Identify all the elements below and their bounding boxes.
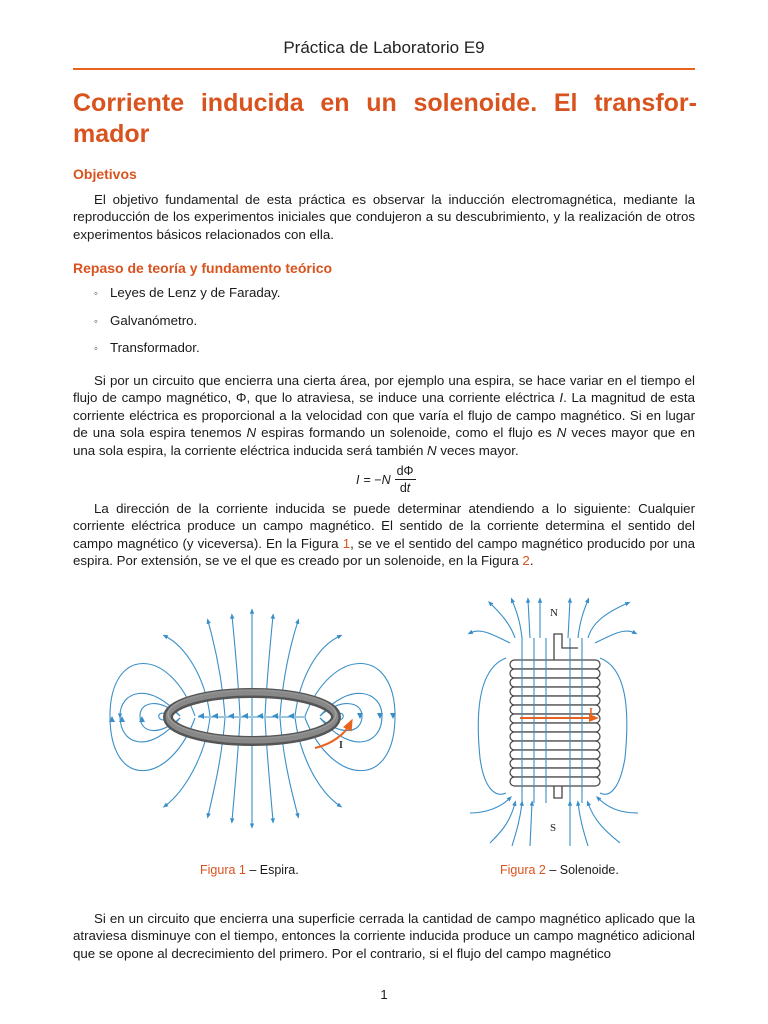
field-line xyxy=(578,600,588,638)
bullet-marker: ◦ xyxy=(94,343,98,355)
field-line xyxy=(280,621,298,716)
title-line-1: Corriente inducida en un solenoide. El transfor- xyxy=(73,89,697,117)
lead-bottom xyxy=(554,786,562,798)
field-line xyxy=(512,600,522,638)
paragraph-direction xyxy=(73,500,695,570)
field-line xyxy=(478,658,506,794)
field-line xyxy=(530,803,532,846)
pole-s-label: S xyxy=(550,822,557,834)
list-item-text: Galvanómetro. xyxy=(110,312,198,328)
field-line xyxy=(568,600,570,638)
section-heading-repaso: Repaso de teoría y fundamento teórico xyxy=(73,260,333,276)
section-heading-objetivos: Objetivos xyxy=(73,166,137,182)
field-line xyxy=(208,718,225,816)
figure-ref-link[interactable]: 1 xyxy=(342,535,351,551)
bullet-marker: ◦ xyxy=(94,288,98,300)
figure-1-label[interactable]: Figura 1 xyxy=(200,863,246,877)
field-line xyxy=(528,600,530,638)
field-line xyxy=(578,803,588,846)
formula-den-t: t xyxy=(406,481,411,495)
title-line-2: mador xyxy=(73,120,150,148)
formula-numerator: dΦ xyxy=(396,464,414,478)
paragraph-objetivos: El objetivo fundamental de esta práctica es observar la inducción electromagnética, mediante la reproducción de los experimentos iniciales que condujeron a su descubrimiento, y la realización de otros experimentos básicos relacionados con ella. xyxy=(73,192,695,242)
field-line xyxy=(470,631,510,643)
formula-equals: = − xyxy=(363,473,382,487)
variable-i: I xyxy=(559,390,564,406)
formula-den-d: d xyxy=(399,481,407,495)
variable-n: N xyxy=(246,425,257,441)
variable-n: N xyxy=(427,442,437,458)
paragraph-lenz: Si en un circuito que encierra una superficie cerrada la cantidad de campo magnético aplicado que la atraviesa disminuye con el tiempo, entonces la corriente inducida produce un campo magnético adicional que se opone al decrecimiento del primero. Por el contrario, si el flujo del campo magnético xyxy=(73,911,695,961)
topic-list xyxy=(94,284,281,367)
field-line xyxy=(598,798,638,813)
figure-2-caption xyxy=(500,863,619,877)
figure-ref-link[interactable]: 2 xyxy=(522,553,530,569)
formula-fraction xyxy=(395,464,416,496)
text-run: veces mayor. xyxy=(436,442,519,458)
list-item xyxy=(94,284,281,312)
list-item xyxy=(94,339,281,367)
text-run: , se ve el sentido del campo magnético producido por una espira. Por extensión, se ve el que es creado por un solenoide, en la Figura xyxy=(73,535,695,569)
figure-2-caption-text: – Solenoide. xyxy=(545,863,619,877)
bullet-marker: ◦ xyxy=(94,315,98,328)
figure-2-label[interactable]: Figura 2 xyxy=(500,863,546,877)
faraday-formula xyxy=(356,464,416,496)
figure-1-caption xyxy=(200,863,299,877)
pole-n-label: N xyxy=(550,607,558,619)
variable-n: N xyxy=(556,425,567,441)
field-line xyxy=(595,631,635,643)
text-run: Si por un circuito que encierra una cierta área, por ejemplo una espira, se hace variar en el tiempo el flujo de campo magnético, Φ, que lo atraviesa, se induce una corriente eléctrica xyxy=(73,373,695,406)
list-item-text: Transformador. xyxy=(110,340,200,355)
field-line xyxy=(110,664,195,771)
text-run: La dirección de la corriente inducida se puede determinar atendiendo a lo siguiente: Cualquier corriente eléctrica produce un campo magnético. El sentido de la corriente determina el sentido del campo magnético (y viceversa). En la Figura xyxy=(73,501,695,551)
current-label-loop: I xyxy=(339,740,343,751)
formula-lhs: I xyxy=(356,473,360,487)
text-run: . La magnitud de esta corriente eléctrica es proporcional a la velocidad con que varía el flujo de campo magnético. Si en lugar de una sola espira tenemos xyxy=(73,390,696,441)
figure-1-caption-text: – Espira. xyxy=(245,863,299,877)
figure-solenoid-illustration xyxy=(470,598,650,848)
field-line xyxy=(208,621,225,716)
field-line xyxy=(588,603,628,638)
field-line xyxy=(600,658,627,794)
field-line xyxy=(232,616,240,716)
lead-top xyxy=(554,634,578,660)
formula-denominator xyxy=(400,480,410,496)
text-run: veces mayor que en una sola espira, la corriente eléctrica inducida será también xyxy=(73,425,695,458)
page-header: Práctica de Laboratorio E9 xyxy=(283,38,485,57)
formula-coef: N xyxy=(381,473,391,487)
field-line xyxy=(320,693,382,742)
list-item-text: Leyes de Lenz y de Faraday. xyxy=(110,285,281,300)
field-line xyxy=(232,718,240,821)
current-label-solenoid: I xyxy=(589,707,593,718)
header-rule xyxy=(73,68,695,70)
field-line xyxy=(265,616,273,716)
paragraph-induction xyxy=(73,372,695,459)
field-line xyxy=(490,603,515,638)
text-run: . xyxy=(529,553,534,569)
figure-loop-illustration xyxy=(110,606,400,831)
page-number: 1 xyxy=(380,987,388,1002)
text-run: espiras formando un solenoide, como el flujo es xyxy=(256,425,557,441)
field-line xyxy=(470,798,510,813)
list-item xyxy=(94,312,281,340)
field-line xyxy=(265,718,273,821)
document-title xyxy=(73,88,697,150)
solenoid-coil xyxy=(510,660,600,786)
